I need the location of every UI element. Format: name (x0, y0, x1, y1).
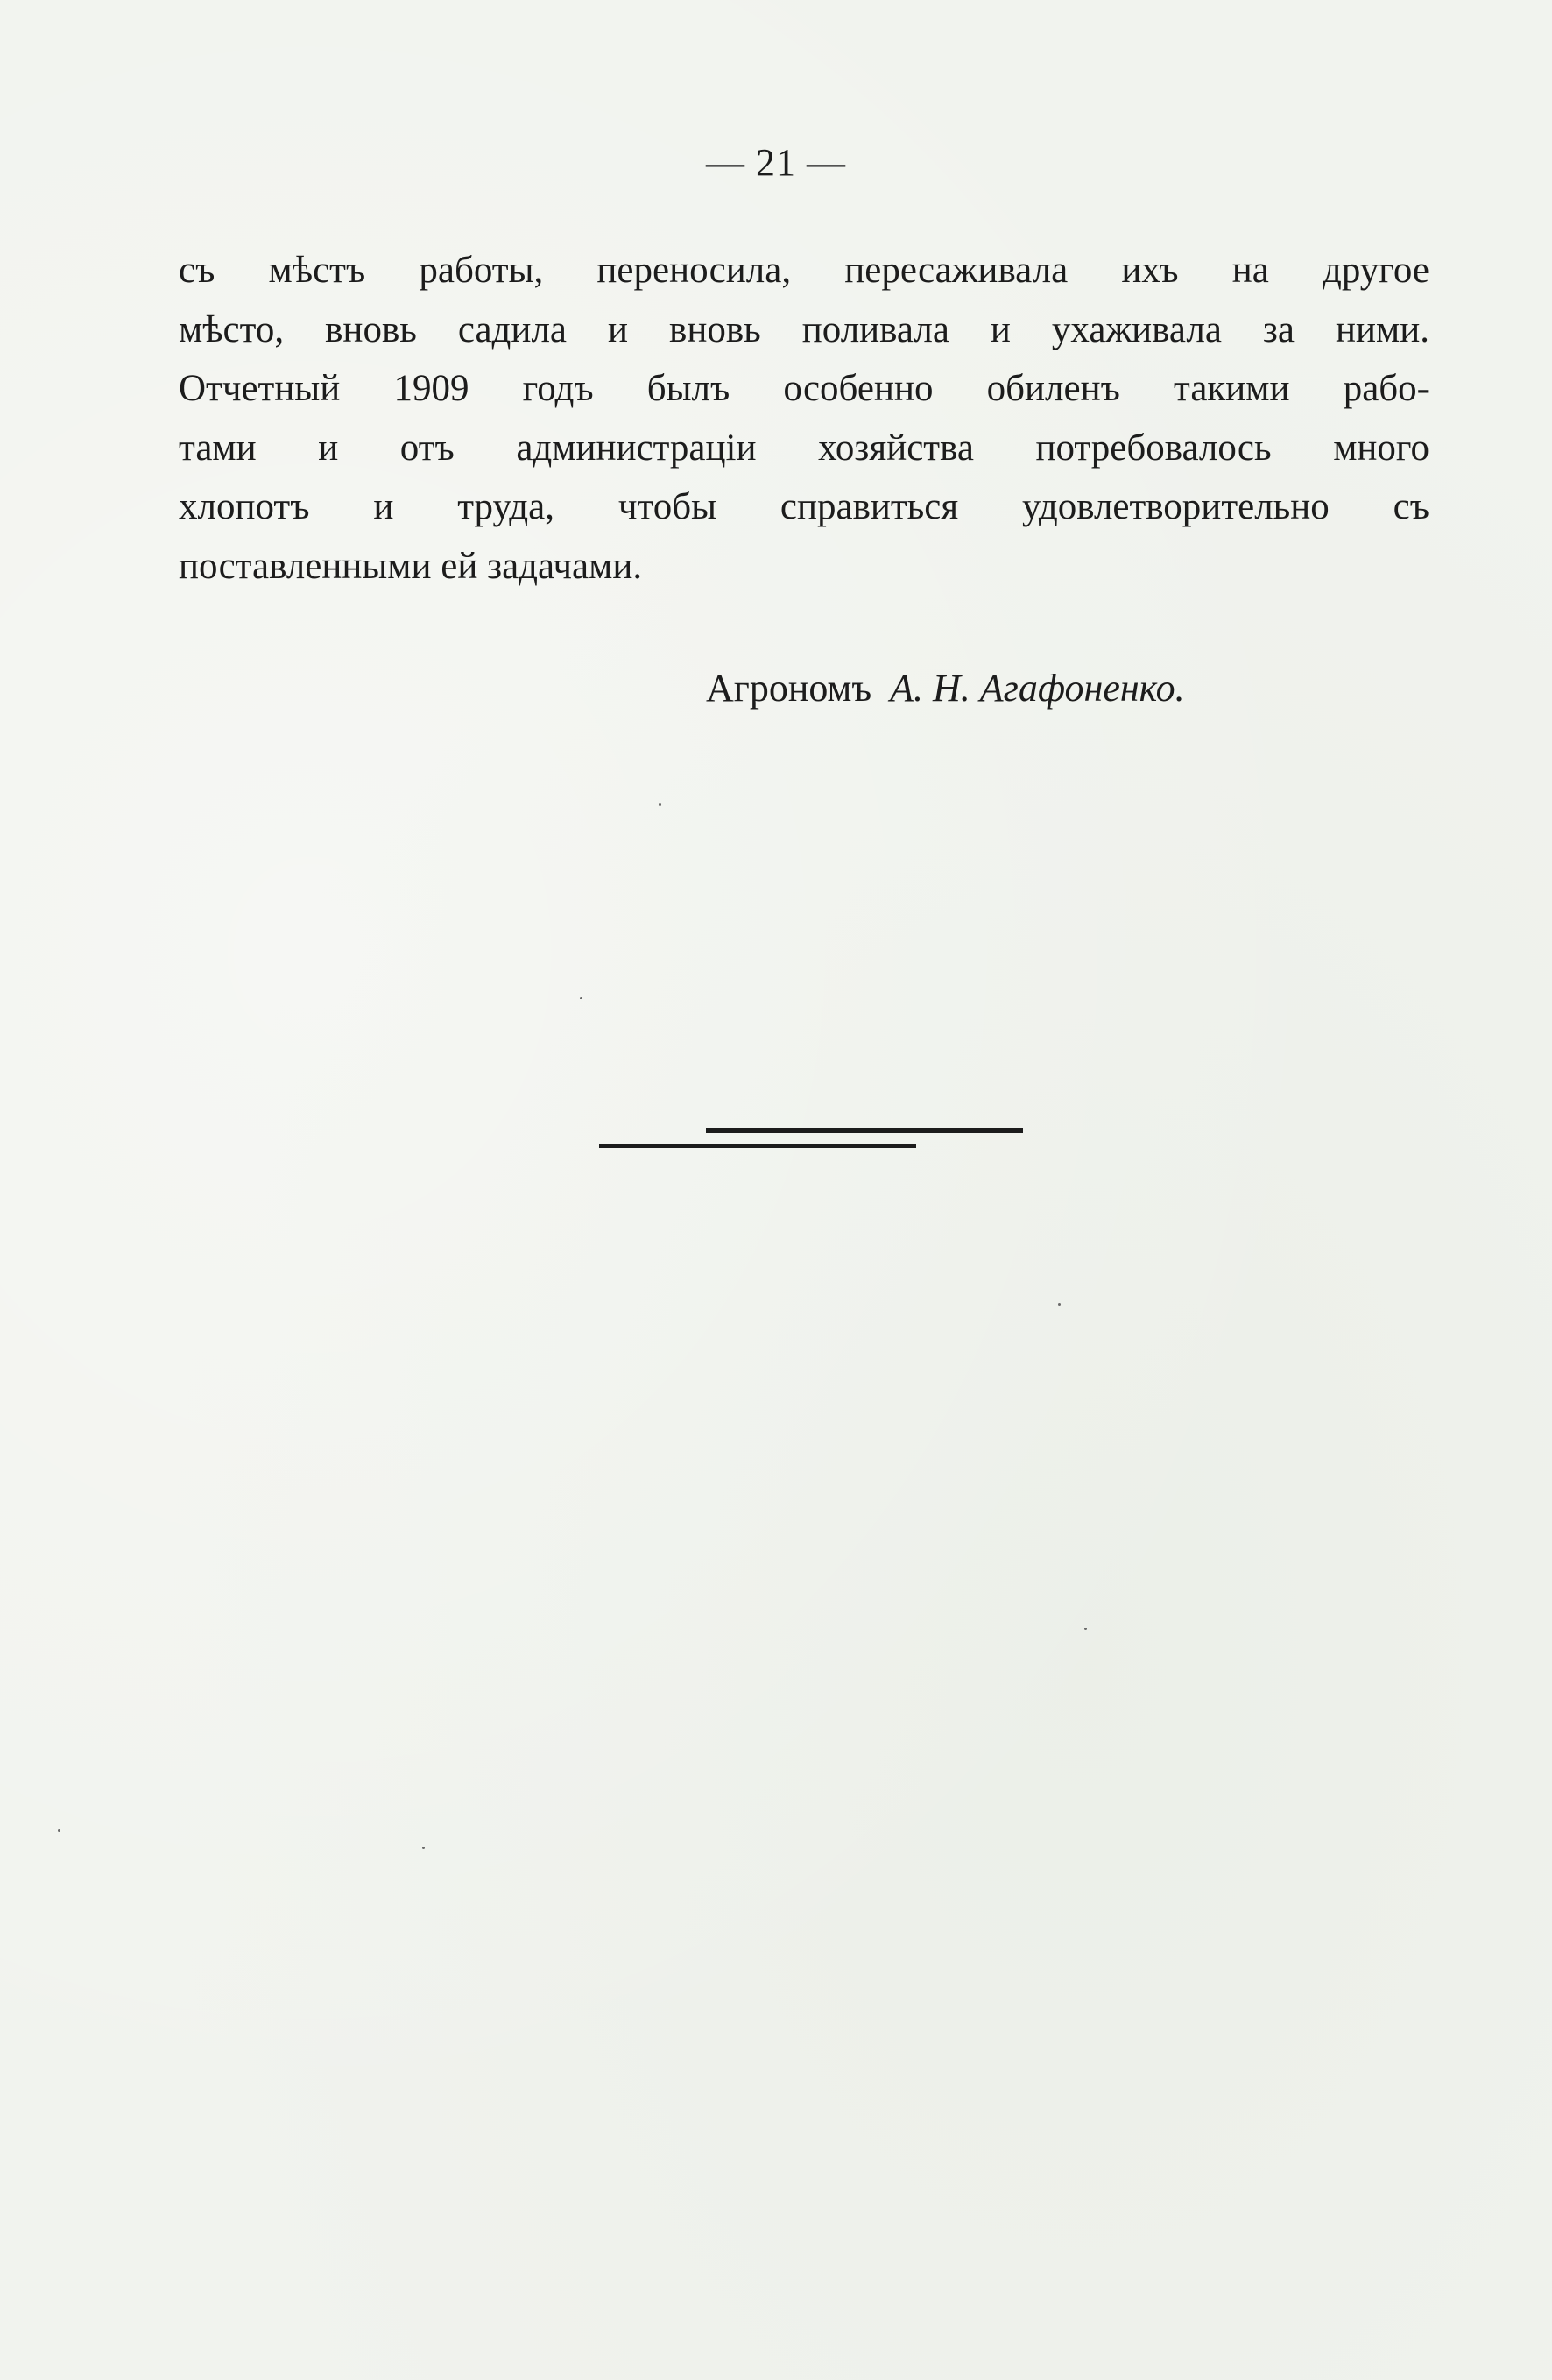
page-number: — 21 — (706, 141, 846, 184)
paragraph-line: мѣсто, вновь садила и вновь поливала и ухаживала за ними. (179, 308, 1429, 350)
paragraph-line: съ мѣстъ работы, переносила, пересаживала ихъ на другое (179, 250, 1429, 291)
decorative-rule-top (706, 1128, 1023, 1133)
paper-speck (1084, 1628, 1087, 1630)
paper-speck (422, 1847, 425, 1849)
paper-speck (1058, 1303, 1061, 1306)
signature-title: Агрономъ (706, 667, 872, 710)
paragraph (179, 241, 1429, 596)
paragraph-line: поставленными ей задачами. (179, 545, 643, 587)
paragraph-line: тами и отъ администраціи хозяйства потребовалось много (179, 427, 1429, 469)
paper-speck (580, 997, 582, 999)
signature-block (706, 666, 1354, 710)
decorative-rule-bottom (599, 1144, 916, 1148)
paper-speck (659, 803, 661, 806)
paper-speck (58, 1829, 60, 1832)
signature-name: А. Н. Агафоненко. (890, 667, 1185, 710)
paragraph-line: Отчетный 1909 годъ былъ особенно обиленъ такими рабо- (179, 368, 1429, 409)
paragraph-line: хлопотъ и труда, чтобы справиться удовлетворительно съ (179, 486, 1429, 527)
